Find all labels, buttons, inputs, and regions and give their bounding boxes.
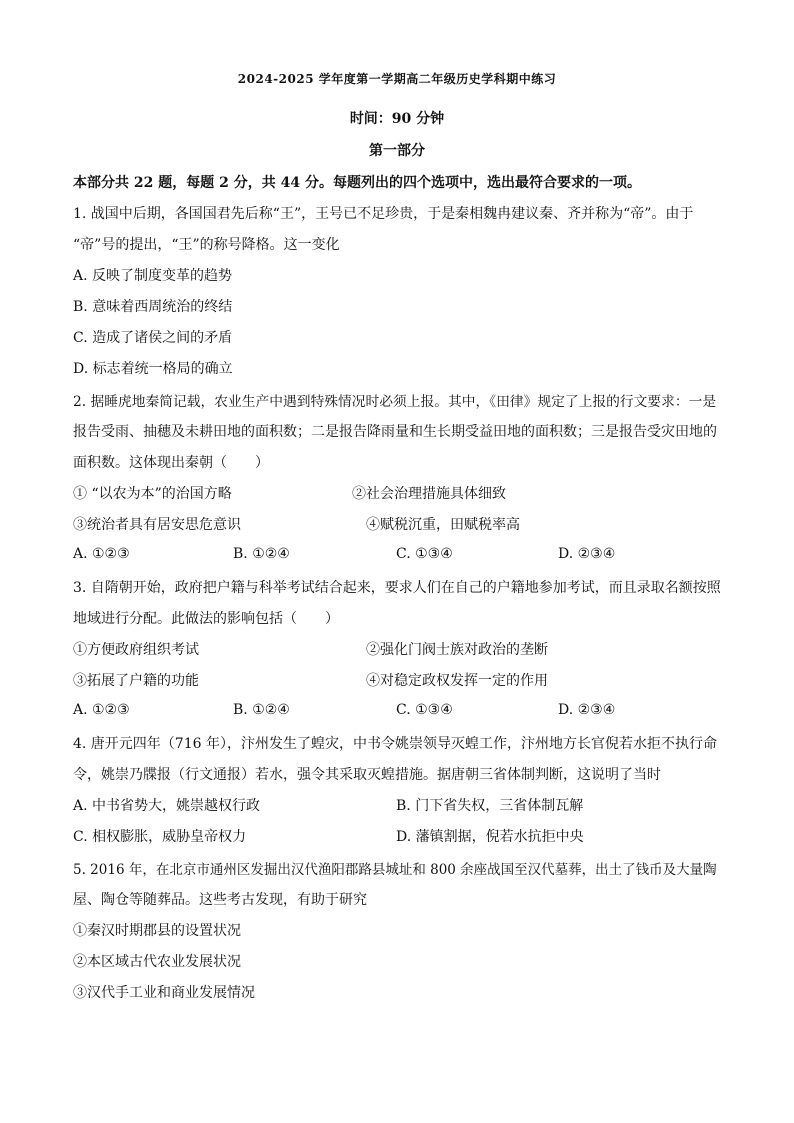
question-3-statement-1: ①方便政府组织考试 [73,642,199,658]
question-3-line-2: 地域进行分配。此做法的影响包括（ ） [73,611,339,627]
question-3-option-b: B. ①②④ [233,702,290,718]
question-4-option-d: D. 藩镇割据，倪若水抗拒中央 [396,829,584,845]
question-4-line-1: 4. 唐开元四年（716 年），汴州发生了蝗灾，中书令姚崇领导灭蝗工作，汴州地方长官倪若水拒不执行命 [73,736,717,752]
question-2-line-1: 2. 据睡虎地秦简记载，农业生产中遇到特殊情况时必须上报。其中，《田律》规定了上报的行文要求：一是 [73,394,717,410]
question-5-line-1: 5. 2016 年，在北京市通州区发掘出汉代渔阳郡路县城址和 800 余座战国至汉代墓葬，出土了钱币及大量陶 [73,862,717,878]
question-1-line-1: 1. 战国中后期，各国国君先后称“王”，王号已不足珍贵，于是秦相魏冉建议秦、齐并称为“帝”。由于 [73,206,694,222]
question-3-option-a: A. ①②③ [73,702,130,718]
question-2-line-2: 报告受雨、抽穗及未耕田地的面积数；二是报告降雨量和生长期受益田地的面积数；三是报告受灾田地的 [73,424,717,440]
question-3-statement-4: ④对稳定政权发挥一定的作用 [366,673,548,689]
exam-time: 时间：90 分钟 [349,111,445,127]
question-2-option-b: B. ①②④ [233,546,290,562]
question-1-option-d: D. 标志着统一格局的确立 [73,361,233,377]
question-2-statement-4: ④赋税沉重，田赋税率高 [366,517,520,533]
question-2-option-c: C. ①③④ [396,546,453,562]
question-3-option-c: C. ①③④ [396,702,453,718]
question-4-option-a: A. 中书省势大，姚崇越权行政 [73,798,261,814]
question-2-statement-3: ③统治者具有居安思危意识 [73,517,241,533]
question-2-statement-1: ① “以农为本”的治国方略 [73,486,232,502]
question-1-option-c: C. 造成了诸侯之间的矛盾 [73,330,233,346]
question-5-statement-2: ②本区域古代农业发展状况 [73,954,241,970]
question-5-statement-3: ③汉代手工业和商业发展情况 [73,985,255,1001]
question-1-line-2: “帝”号的提出，“王”的称号降格。这一变化 [73,237,340,253]
question-3-statement-2: ②强化门阀士族对政治的垄断 [366,642,548,658]
question-2-option-a: A. ①②③ [73,546,130,562]
question-2-option-d: D. ②③④ [558,546,616,562]
part-heading: 第一部分 [369,143,425,159]
part-instruction: 本部分共 22 题，每题 2 分，共 44 分。每题列出的四个选项中，选出最符合要求的一项。 [73,175,641,191]
question-4-line-2: 令，姚崇乃牒报（行文通报）若水，强令其采取灭蝗措施。据唐朝三省体制判断，这说明了当时 [73,767,661,783]
page-title: 2024-2025 学年度第一学期高二年级历史学科期中练习 [237,72,557,86]
question-2-line-3: 面积数。这体现出秦朝（ ） [73,455,269,471]
question-3-line-1: 3. 自隋朝开始，政府把户籍与科举考试结合起来，要求人们在自己的户籍地参加考试，而且录取名额按照 [73,580,721,596]
question-4-option-c: C. 相权膨胀，威胁皇帝权力 [73,829,247,845]
question-3-option-d: D. ②③④ [558,702,616,718]
question-5-line-2: 屋、陶仓等随葬品。这些考古发现，有助于研究 [73,892,367,908]
question-1-option-b: B. 意味着西周统治的终结 [73,299,233,315]
question-3-statement-3: ③拓展了户籍的功能 [73,673,199,689]
question-2-statement-2: ②社会治理措施具体细致 [352,486,506,502]
question-5-statement-1: ①秦汉时期郡县的设置状况 [73,923,241,939]
question-1-option-a: A. 反映了制度变革的趋势 [73,268,233,284]
question-4-option-b: B. 门下省失权，三省体制瓦解 [396,798,584,814]
